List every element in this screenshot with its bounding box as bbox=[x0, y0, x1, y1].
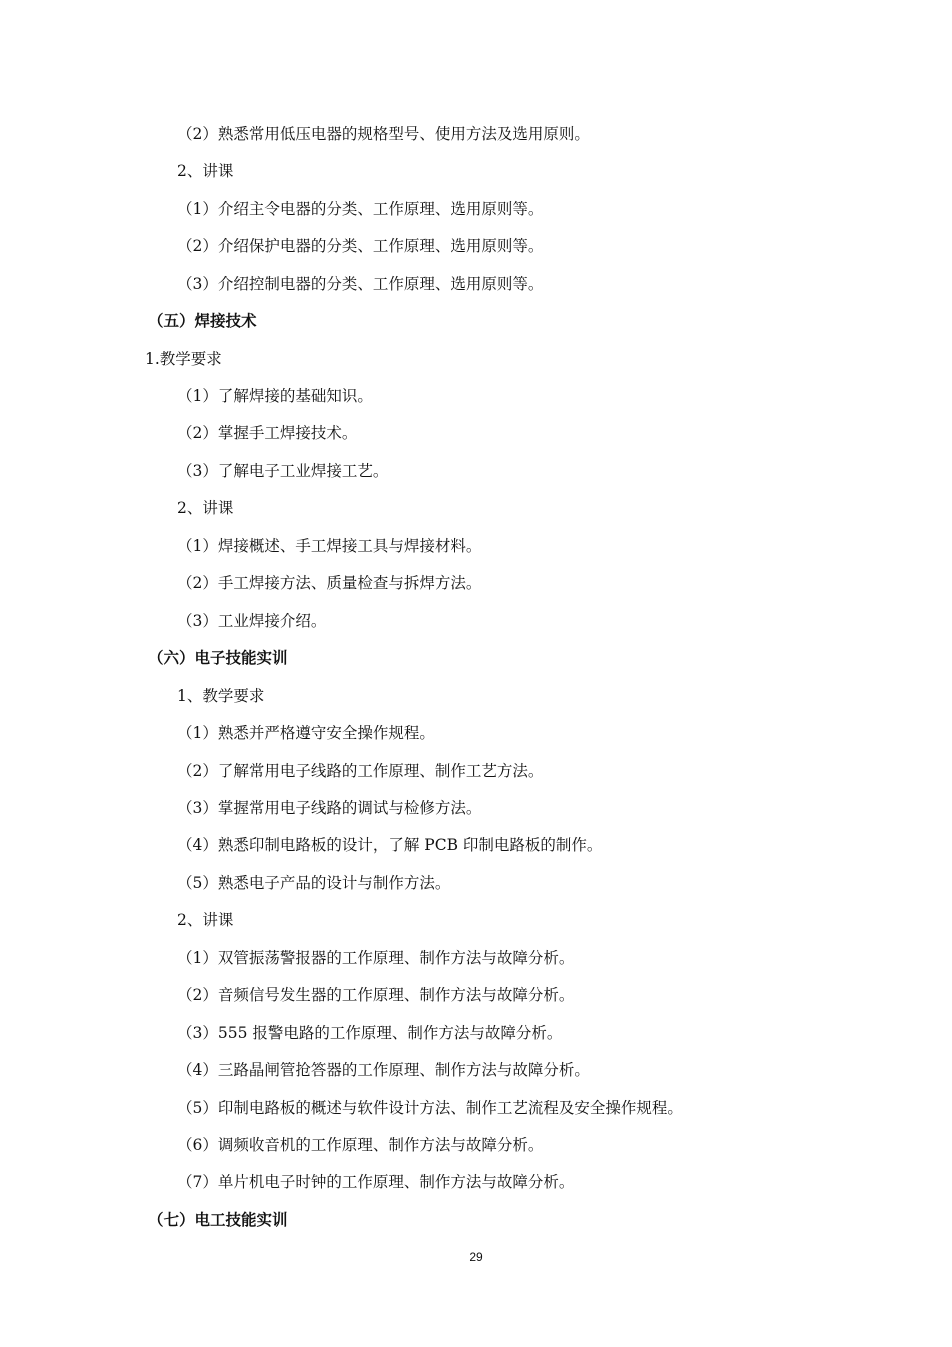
list-item: （3）掌握常用电子线路的调试与检修方法。 bbox=[177, 799, 482, 817]
subsection-label: 1、教学要求 bbox=[177, 687, 265, 705]
section-heading: （五）焊接技术 bbox=[148, 312, 257, 330]
list-item: （6）调频收音机的工作原理、制作方法与故障分析。 bbox=[177, 1136, 544, 1154]
list-item: （1）双管振荡警报器的工作原理、制作方法与故障分析。 bbox=[177, 949, 575, 967]
list-item: （2）熟悉常用低压电器的规格型号、使用方法及选用原则。 bbox=[177, 125, 590, 143]
list-item: （2）了解常用电子线路的工作原理、制作工艺方法。 bbox=[177, 762, 544, 780]
list-item: （5）印制电路板的概述与软件设计方法、制作工艺流程及安全操作规程。 bbox=[177, 1099, 683, 1117]
list-item: （5）熟悉电子产品的设计与制作方法。 bbox=[177, 874, 451, 892]
list-item: （1）介绍主令电器的分类、工作原理、选用原则等。 bbox=[177, 200, 544, 218]
subsection-label: 1.教学要求 bbox=[145, 350, 222, 368]
section-heading: （七）电工技能实训 bbox=[148, 1211, 288, 1229]
list-item: （2）音频信号发生器的工作原理、制作方法与故障分析。 bbox=[177, 986, 575, 1004]
list-item: （2）掌握手工焊接技术。 bbox=[177, 424, 358, 442]
list-item: （1）焊接概述、手工焊接工具与焊接材料。 bbox=[177, 537, 482, 555]
list-item: （3）工业焊接介绍。 bbox=[177, 612, 327, 630]
subsection-label: 2、讲课 bbox=[177, 911, 234, 929]
list-item: （3）555 报警电路的工作原理、制作方法与故障分析。 bbox=[177, 1024, 563, 1042]
list-item: （3）介绍控制电器的分类、工作原理、选用原则等。 bbox=[177, 275, 544, 293]
list-item: （4）三路晶闸管抢答器的工作原理、制作方法与故障分析。 bbox=[177, 1061, 590, 1079]
subsection-label: 2、讲课 bbox=[177, 162, 234, 180]
section-heading: （六）电子技能实训 bbox=[148, 649, 288, 667]
list-item: （1）了解焊接的基础知识。 bbox=[177, 387, 373, 405]
list-item: （3）了解电子工业焊接工艺。 bbox=[177, 462, 389, 480]
list-item: （1）熟悉并严格遵守安全操作规程。 bbox=[177, 724, 435, 742]
list-item: （7）单片机电子时钟的工作原理、制作方法与故障分析。 bbox=[177, 1173, 575, 1191]
list-item: （2）手工焊接方法、质量检查与拆焊方法。 bbox=[177, 574, 482, 592]
page-number: 29 bbox=[469, 1250, 483, 1264]
list-item: （4）熟悉印制电路板的设计，了解 PCB 印制电路板的制作。 bbox=[177, 836, 603, 854]
subsection-label: 2、讲课 bbox=[177, 499, 234, 517]
list-item: （2）介绍保护电器的分类、工作原理、选用原则等。 bbox=[177, 237, 544, 255]
